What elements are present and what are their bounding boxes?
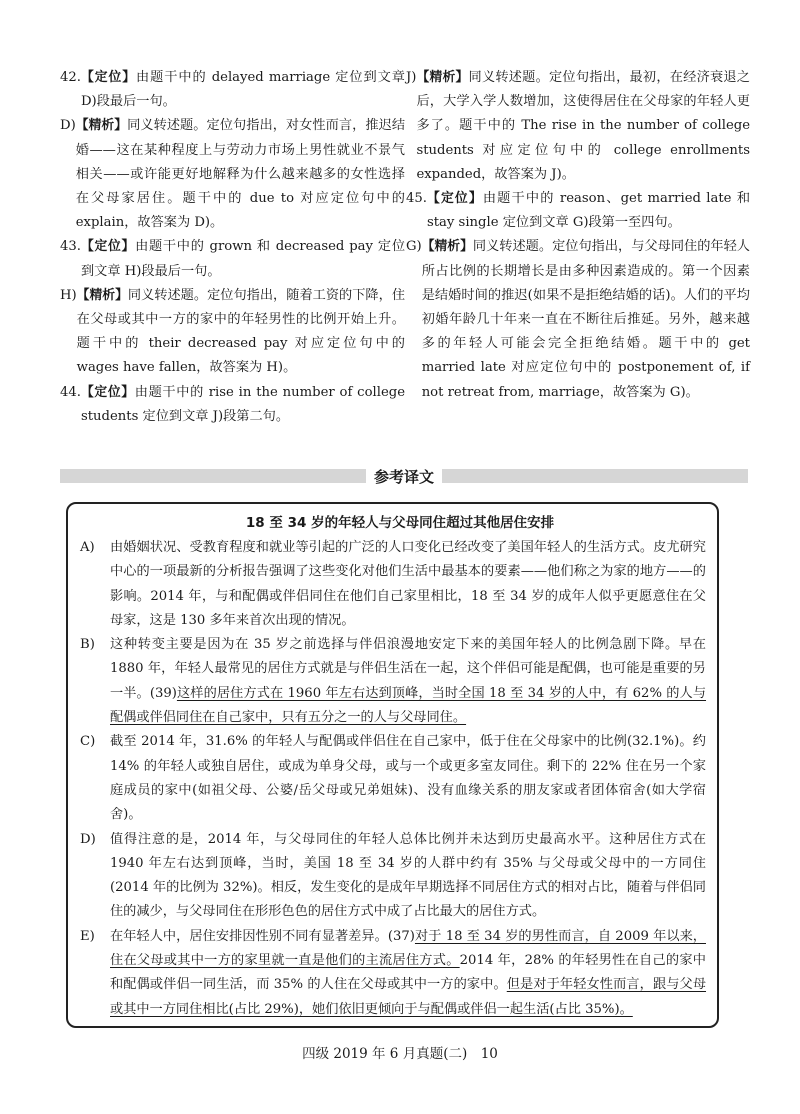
paragraph-text <box>110 730 706 827</box>
analysis-tag: 【精析】 <box>421 239 473 255</box>
text-segment: 截至 2014 年，31.6% 的年轻人与配偶或伴侣住在自己家中，低于住在父母家中的比例(32.1%)。约 14% 的年轻人或独自居住，或成为单身父母，或与一个或更多室友同住。剩下的 22% 住在另一个家庭成员的家中(如祖父母、公婆/岳父母或兄弟姐妹)、没有血缘关系的朋友家或者团体宿舍(如大学宿舍)。 <box>110 734 706 823</box>
answer-entry-h <box>60 284 405 381</box>
passage-paragraph <box>80 730 706 827</box>
analysis-tag: 【精析】 <box>76 287 128 303</box>
entry-number: 42. <box>60 70 81 85</box>
underlined-sentence: 这样的居住方式在 1960 年左右达到顶峰，当时全国 18 至 34 岁的人中，有 62% 的人与配偶或伴侣同住在自己家中，只有五分之一的人与父母同住。 <box>110 685 707 726</box>
answer-entry-j <box>406 66 750 187</box>
paragraph-label: A) <box>80 540 95 555</box>
entry-number: 43. <box>60 239 81 255</box>
answer-entry-45 <box>406 187 750 235</box>
translation-passage <box>80 536 706 1022</box>
text-segment: 值得注意的是，2014 年，与父母同住的年轻人总体比例并未达到历史最高水平。这种居住方式在 1940 年左右达到顶峰，当时，美国 18 至 34 岁的人群中约有 35% 与父母或父母中的一方同住(2014 年的比例为 32%)。相反，发生变化的是成年早期选择不同居住方式的相对占比，随着与伴侣同住的减少，与父母同住在形形色色的居住方式中成了占比最大的居住方式。 <box>110 831 706 920</box>
banner-bar-right <box>442 469 748 483</box>
paragraph-label: C) <box>80 734 96 750</box>
text-segment: 由婚姻状况、受教育程度和就业等引起的广泛的人口变化已经改变了美国年轻人的生活方式。皮尤研究中心的一项最新的分析报告强调了这些变化对他们生活中最基本的要素——他们称之为家的地方——的影响。2014 年，与和配偶或伴侣同住在他们自己家里相比，18 至 34 岁的成年人似乎更愿意住在父母家，这是 130 多年来首次出现的情况。 <box>110 540 706 628</box>
entry-text: 由题干中的 grown 和 decreased pay 定位到文章 H)段最后一句。 <box>80 239 406 279</box>
entry-letter: D) <box>60 118 76 134</box>
locate-tag: 【定位】 <box>80 384 135 400</box>
locate-tag: 【定位】 <box>80 239 136 255</box>
answer-entry-42 <box>60 66 405 114</box>
entry-text: 同义转述题。定位句指出，与父母同住的年轻人所占比例的长期增长是由多种因素造成的。第一个因素是结婚时间的推迟(如果不是拒绝结婚的话)。人们的平均初婚年龄几十年来一直在不断往后推延。另外，越来越多的年轻人可能会完全拒绝结婚。题干中的 get married late 对应定位句中的 postponement of, if not retreat from, marriage，故答案为 G)。 <box>421 239 750 400</box>
entry-text: 由题干中的 rise in the number of college students 定位到文章 J)段第二句。 <box>80 384 405 424</box>
entry-text: 同义转述题。定位句指出，对女性而言，推迟结婚——这在某种程度上与劳动力市场上男性就业不景气相关——或许能更好地解释为什么越来越多的女性选择在父母家居住。题干中的 due to 对应定位句中的 explain，故答案为 D)。 <box>75 118 406 231</box>
analysis-tag: 【精析】 <box>75 118 128 134</box>
underlined-sentence: 但是对于年轻女性而言，跟与父母或其中一方同住相比(占比 29%)，她们依旧更倾向于与配偶或伴侣一起生活(占比 35%)。 <box>110 977 707 1017</box>
paragraph-text <box>110 633 706 730</box>
passage-title: 18 至 34 岁的年轻人与父母同住超过其他居住安排 <box>245 515 555 531</box>
answer-entry-d <box>60 114 405 235</box>
entry-letter: G) <box>406 239 422 255</box>
entry-text: 同义转述题。定位句指出，最初，在经济衰退之后，大学入学人数增加，这使得居住在父母家的年轻人更多了。题干中的 The rise in the number of college students 对应定位句中的 college enrollments expanded，故答案为 J)。 <box>416 70 750 182</box>
section-title: 参考译文 <box>366 466 442 487</box>
passage-paragraph <box>80 828 706 925</box>
entry-number: 45. <box>406 191 427 207</box>
page-footer: 四级 2019 年 6 月真题(二) 10 <box>302 1046 498 1062</box>
right-column <box>406 66 750 405</box>
entry-letter: J) <box>406 70 417 85</box>
text-segment: 2014 年，28% 的年轻男性在自己的家中和配偶或伴侣一同生活，而 35% 的人住在父母或其中一方的家中。 <box>110 953 706 993</box>
underlined-sentence: 对于 18 至 34 岁的男性而言，自 2009 年以来，住在父母或其中一方的家里就一直是他们的主流居住方式。 <box>110 928 706 969</box>
analysis-tag: 【精析】 <box>416 70 469 85</box>
answer-entry-g <box>406 235 750 404</box>
paragraph-label: E) <box>80 928 95 944</box>
locate-tag: 【定位】 <box>426 191 483 207</box>
entry-text: 由题干中的 reason、get married late 和 stay single 定位到文章 G)段第一至四句。 <box>426 191 751 231</box>
passage-paragraph <box>80 536 706 633</box>
paragraph-label: D) <box>80 831 96 847</box>
text-segment: 这种转变主要是因为在 35 岁之前选择与伴侣浪漫地安定下来的美国年轻人的比例急剧下降。早在 1880 年，年轻人最常见的居住方式就是与伴侣生活在一起，这个伴侣可能是配偶，也可能是重要的另一半。(39) <box>110 637 706 701</box>
passage-paragraph <box>80 925 706 1022</box>
paragraph-text <box>110 828 706 925</box>
answer-entry-43 <box>60 235 405 283</box>
paragraph-text <box>110 925 706 1022</box>
paragraph-label: B) <box>80 637 95 653</box>
answer-entry-44 <box>60 381 405 429</box>
entry-text: 由题干中的 delayed marriage 定位到文章 D)段最后一句。 <box>80 70 405 110</box>
left-column <box>60 66 405 429</box>
locate-tag: 【定位】 <box>80 70 136 85</box>
paragraph-text <box>110 536 706 633</box>
passage-paragraph <box>80 633 706 730</box>
text-segment: 在年轻人中，居住安排因性别不同有显著差异。(37) <box>110 928 415 944</box>
entry-letter: H) <box>60 287 77 303</box>
entry-text: 同义转述题。定位句指出，随着工资的下降，住在父母或其中一方的家中的年轻男性的比例开始上升。题干中的 their decreased pay 对应定位句中的 wages have fallen，故答案为 H)。 <box>76 287 406 376</box>
banner-bar-left <box>60 469 366 483</box>
section-banner <box>60 466 748 486</box>
entry-number: 44. <box>60 384 81 400</box>
